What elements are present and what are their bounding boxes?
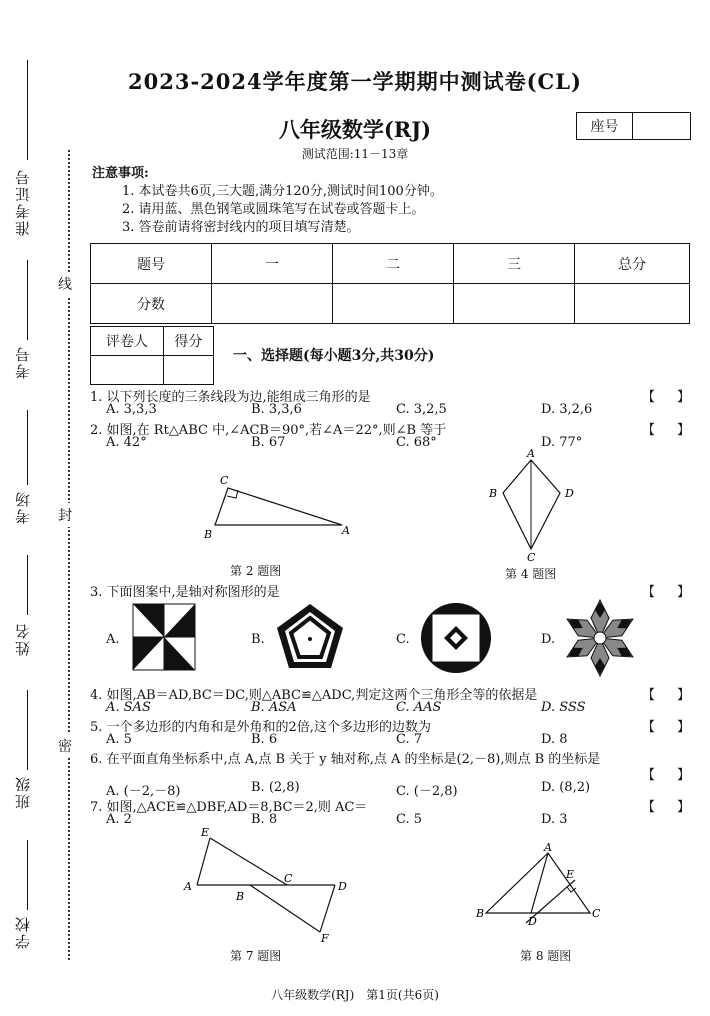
point-label-d: D bbox=[338, 880, 347, 893]
figure-4 bbox=[485, 447, 585, 567]
point-label-d: D bbox=[565, 487, 574, 500]
point-label-b: B bbox=[489, 487, 498, 500]
exam-subtitle: 八年级数学(RJ) bbox=[278, 117, 432, 142]
score-cell[interactable] bbox=[333, 284, 454, 324]
grader-score-label: 得分 bbox=[163, 327, 213, 356]
bracket-left: 【 bbox=[642, 768, 656, 783]
bracket-left: 【 bbox=[642, 585, 656, 600]
triangle-abc bbox=[215, 488, 342, 525]
table-row bbox=[91, 327, 214, 356]
side-label-name: 姓名 bbox=[14, 622, 32, 656]
grader-table bbox=[90, 326, 214, 385]
point-label-a: A bbox=[342, 524, 350, 537]
notes-item: 1. 本试卷共6页,三大题,满分120分,测试时间100分钟。 bbox=[122, 184, 443, 199]
answer-bracket[interactable] bbox=[642, 419, 690, 438]
row-label: 分数 bbox=[91, 284, 212, 324]
side-fill-line bbox=[27, 555, 28, 615]
option: A. bbox=[106, 632, 120, 647]
notes-title: 注意事项: bbox=[92, 166, 149, 181]
score-cell[interactable] bbox=[575, 284, 690, 324]
point-label-b: B bbox=[236, 890, 245, 903]
option: D. 3 bbox=[541, 812, 568, 827]
point-label-a: A bbox=[184, 880, 192, 893]
figure-2-caption: 第 2 题图 bbox=[230, 564, 282, 578]
question-7-stem: 7. 如图,△ACE≌△DBF,AD＝8,BC＝2,则 AC＝ bbox=[90, 800, 368, 815]
page-footer: 八年级数学(RJ) 第1页(共6页) bbox=[271, 988, 439, 1002]
notes-item: 2. 请用蓝、黑色钢笔或圆珠笔写在试卷或答题卡上。 bbox=[122, 202, 425, 217]
table-header: 三 bbox=[454, 244, 575, 284]
pattern-c-circle-square bbox=[418, 601, 494, 675]
bracket-left: 【 bbox=[642, 688, 656, 703]
table-row bbox=[91, 284, 690, 324]
option: C. AAS bbox=[396, 700, 442, 715]
figure-2 bbox=[200, 470, 360, 545]
grader-score-cell[interactable] bbox=[163, 356, 213, 385]
point-label-c: C bbox=[592, 907, 601, 920]
bracket-right: 】 bbox=[676, 768, 690, 783]
bracket-left: 【 bbox=[642, 423, 656, 438]
point-label-e: E bbox=[566, 868, 575, 881]
table-row bbox=[91, 356, 214, 385]
point-label-c: C bbox=[527, 551, 536, 564]
question-6-stem: 6. 在平面直角坐标系中,点 A,点 B 关于 y 轴对称,点 A 的坐标是(2,－8),则点 B 的坐标是 bbox=[90, 752, 601, 767]
point-label-d: D bbox=[528, 915, 537, 928]
point-label-a: A bbox=[544, 841, 552, 854]
option: B. 8 bbox=[251, 812, 278, 827]
option: D. 8 bbox=[541, 732, 568, 747]
score-cell[interactable] bbox=[212, 284, 333, 324]
bracket-right: 】 bbox=[676, 585, 690, 600]
side-fill-line bbox=[27, 260, 28, 340]
option: C. (－2,8) bbox=[396, 784, 458, 799]
option: C. 3,2,5 bbox=[396, 402, 447, 417]
section-title: 一、选择题(每小题3分,共30分) bbox=[233, 348, 435, 364]
option: D. SSS bbox=[541, 700, 586, 715]
point-label-f: F bbox=[321, 932, 329, 945]
score-table bbox=[90, 243, 690, 324]
side-label-class: 班级 bbox=[14, 775, 32, 809]
side-label-seat-number: 考号 bbox=[14, 345, 32, 379]
seal-char-seal: 封 bbox=[58, 503, 72, 527]
side-fill-line bbox=[27, 410, 28, 485]
pattern-b-pentagon bbox=[275, 602, 345, 670]
option: A. 2 bbox=[106, 812, 132, 827]
question-3-stem: 3. 下面图案中,是轴对称图形的是 bbox=[90, 585, 280, 600]
option: A. SAS bbox=[106, 700, 151, 715]
option: B. bbox=[251, 632, 265, 647]
seat-number-label: 座号 bbox=[577, 113, 633, 139]
figure-7-caption: 第 7 题图 bbox=[230, 949, 282, 963]
option: A. 5 bbox=[106, 732, 132, 747]
bracket-right: 】 bbox=[676, 688, 690, 703]
seal-char-secret: 密 bbox=[58, 734, 72, 758]
option: B. 3,3,6 bbox=[251, 402, 302, 417]
point-label-c: C bbox=[284, 872, 293, 885]
notes bbox=[92, 165, 443, 237]
side-label-room: 考场 bbox=[14, 490, 32, 524]
option: D. 77° bbox=[541, 435, 583, 450]
grader-reviewer-cell[interactable] bbox=[91, 356, 164, 385]
pattern-d-snowflake bbox=[562, 598, 638, 678]
seat-number-box bbox=[576, 112, 691, 140]
answer-bracket[interactable] bbox=[642, 796, 690, 815]
option: B. 6 bbox=[251, 732, 278, 747]
bracket-right: 】 bbox=[676, 390, 690, 405]
table-header: 题号 bbox=[91, 244, 212, 284]
option: B. (2,8) bbox=[251, 780, 300, 795]
option: C. 5 bbox=[396, 812, 423, 827]
score-cell[interactable] bbox=[454, 284, 575, 324]
figure-8-caption: 第 8 题图 bbox=[520, 949, 572, 963]
question-4-stem: 4. 如图,AB＝AD,BC＝DC,则△ABC≌△ADC,判定这两个三角形全等的依据是 bbox=[90, 688, 538, 703]
pattern-a-pinwheel bbox=[133, 604, 195, 670]
option: C. bbox=[396, 632, 410, 647]
option: A. 3,3,3 bbox=[106, 402, 157, 417]
grader-reviewer-label: 评卷人 bbox=[91, 327, 164, 356]
option: C. 7 bbox=[396, 732, 423, 747]
table-row bbox=[91, 244, 690, 284]
notes-item: 3. 答卷前请将密封线内的项目填写清楚。 bbox=[122, 220, 360, 235]
answer-bracket[interactable] bbox=[642, 716, 690, 735]
option: D. 3,2,6 bbox=[541, 402, 593, 417]
option: A. (－2,－8) bbox=[106, 784, 181, 799]
answer-bracket[interactable] bbox=[642, 764, 690, 783]
point-label-c: C bbox=[220, 474, 229, 487]
side-fill-line bbox=[27, 840, 28, 910]
figure-8 bbox=[476, 843, 606, 931]
question-5-stem: 5. 一个多边形的内角和是外角和的2倍,这个多边形的边数为 bbox=[90, 720, 431, 735]
bracket-left: 【 bbox=[642, 800, 656, 815]
seal-char-line: 线 bbox=[58, 272, 72, 296]
point-label-a: A bbox=[527, 447, 535, 460]
bracket-right: 】 bbox=[676, 720, 690, 735]
answer-bracket[interactable] bbox=[642, 386, 690, 405]
figure-4-caption: 第 4 题图 bbox=[505, 567, 557, 581]
answer-bracket[interactable] bbox=[642, 684, 690, 703]
question-2-stem: 2. 如图,在 Rt△ABC 中,∠ACB＝90°,若∠A＝22°,则∠B 等于 bbox=[90, 423, 447, 438]
side-fill-line bbox=[27, 690, 28, 770]
seat-number-field[interactable] bbox=[633, 113, 690, 139]
exam-title: 2023-2024学年度第一学期期中测试卷(CL) bbox=[128, 69, 582, 94]
bracket-left: 【 bbox=[642, 390, 656, 405]
answer-bracket[interactable] bbox=[642, 581, 690, 600]
question-1-stem: 1. 以下列长度的三条线段为边,能组成三角形的是 bbox=[90, 390, 371, 405]
option: B. ASA bbox=[251, 700, 297, 715]
bracket-right: 】 bbox=[676, 423, 690, 438]
test-range: 测试范围:11－13章 bbox=[301, 147, 409, 161]
bracket-left: 【 bbox=[642, 720, 656, 735]
bracket-right: 】 bbox=[676, 800, 690, 815]
option: B. 67 bbox=[251, 435, 286, 450]
point-label-b: B bbox=[204, 528, 213, 541]
option: D. (8,2) bbox=[541, 780, 591, 795]
table-header: 二 bbox=[333, 244, 454, 284]
point-label-b: B bbox=[476, 907, 485, 920]
option: D. bbox=[541, 632, 556, 647]
table-header: 一 bbox=[212, 244, 333, 284]
option: C. 68° bbox=[396, 435, 437, 450]
side-label-school: 学校 bbox=[14, 915, 32, 949]
point-label-e: E bbox=[201, 826, 210, 839]
option: A. 42° bbox=[106, 435, 147, 450]
side-label-exam-number: 准考证号 bbox=[14, 168, 32, 236]
figure-7 bbox=[180, 828, 355, 946]
table-header: 总分 bbox=[575, 244, 690, 284]
